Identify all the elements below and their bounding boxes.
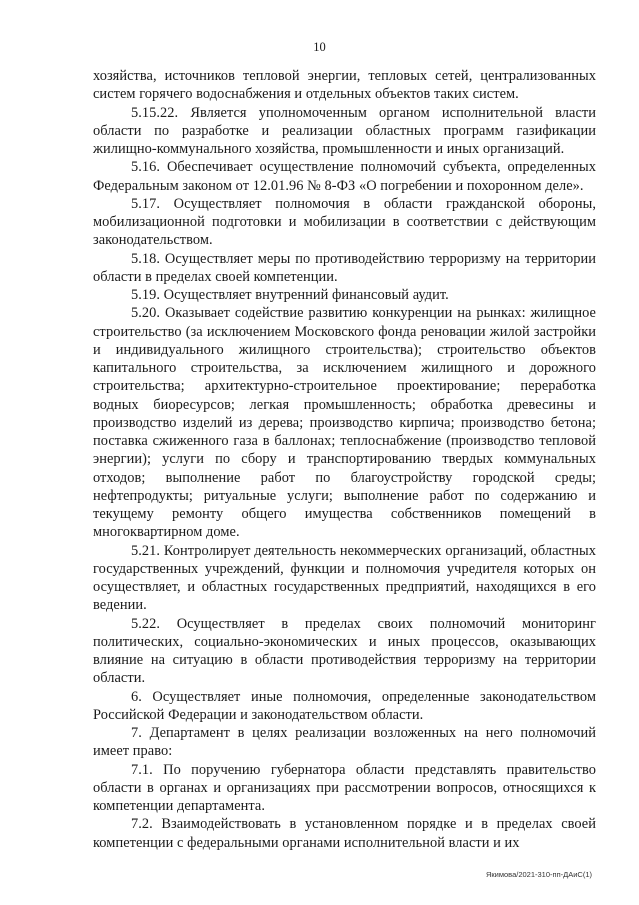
paragraph: 5.17. Осуществляет полномочия в области гражданской обороны, мобилизационной подготовки и мобилизации в соответствии с действующим законодательством. — [93, 195, 596, 249]
paragraph: 5.15.22. Является уполномоченным органом исполнительной власти области по разработке и реализации областных программ газификации жилищно-коммунального хозяйства, промышленности и иных организаций. — [93, 104, 596, 157]
paragraph: хозяйства, источников тепловой энергии, тепловых сетей, централизованных систем горячего водоснабжения и отдельных объектов таких систем. — [93, 68, 596, 103]
paragraph: 5.20. Оказывает содействие развитию конкуренции на рынках: жилищное строительство (за исключением Московского фонда реновации жилой застройки и индивидуального жилищного строительства); строительство объектов капитального строительства, за исключением жилищного и дорожного строительства; архитектурно-строительное проектирование; переработка водных биоресурсов; легкая промышленность; обработка древесины и производство изделий из дерева; производство кирпича; производство бетона; поставка сжиженного газа в баллонах; теплоснабжение (производство тепловой энергии); услуги по сбору и транспортированию твердых коммунальных отходов; выполнение работ по благоустройству городской среды; нефтепродукты; ритуальные услуги; выполнение работ по содержанию и текущему ремонту общего имущества собственников помещений в многоквартирном доме. — [93, 305, 596, 541]
paragraph: 5.19. Осуществляет внутренний финансовый аудит. — [131, 287, 449, 303]
paragraph: 5.21. Контролирует деятельность некоммерческих организаций, областных государственных учреждений, функции и полномочия учредителя которых он осуществляет, и областных государственных предприятий, находящихся в его ведении. — [93, 542, 596, 614]
paragraph: 5.18. Осуществляет меры по противодействию терроризму на территории области в пределах своей компетенции. — [93, 250, 596, 285]
paragraph: 7. Департамент в целях реализации возложенных на него полномочий имеет право: — [93, 725, 596, 760]
paragraph: 7.2. Взаимодействовать в установленном порядке и в пределах своей компетенции с федеральными органами исполнительной власти и их — [93, 816, 596, 851]
page-number: 10 — [313, 40, 326, 54]
paragraph: 7.1. По поручению губернатора области представлять правительство области в органах и организациях при рассмотрении вопросов, относящихся к компетенции департамента. — [93, 761, 596, 814]
paragraph: 5.22. Осуществляет в пределах своих полномочий мониторинг политических, социально-экономических и иных процессов, оказывающих влияние на ситуацию в области противодействия терроризму на территории области. — [93, 615, 596, 687]
paragraph: 5.16. Обеспечивает осуществление полномочий субъекта, определенных Федеральным законом от 12.01.96 № 8-ФЗ «О погребении и похоронном деле». — [93, 159, 596, 194]
document-footer-code: Якимова/2021-310-пп-ДАиС(1) — [485, 870, 592, 879]
document-body — [93, 67, 596, 852]
paragraph: 6. Осуществляет иные полномочия, определенные законодательством Российской Федерации и законодательством области. — [93, 688, 596, 723]
